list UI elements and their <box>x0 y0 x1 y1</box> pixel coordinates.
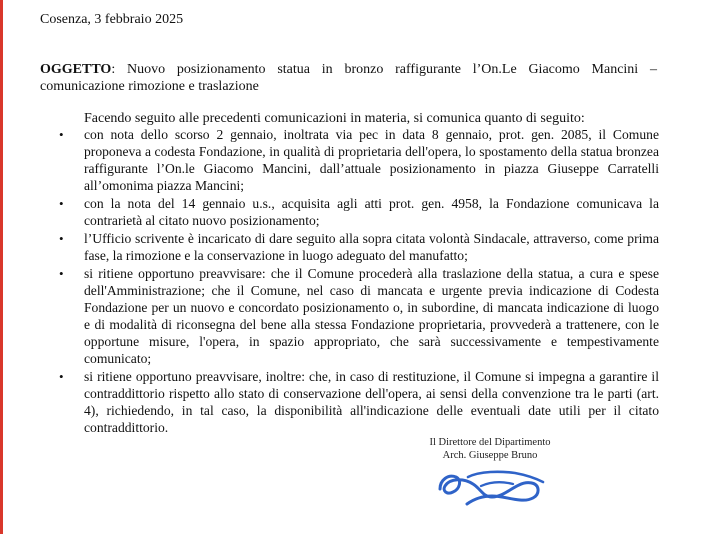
left-margin-rule <box>0 0 3 534</box>
subject-line-2: comunicazione rimozione e traslazione <box>40 79 259 94</box>
subject-line-1 <box>40 61 657 78</box>
signature-block <box>410 436 570 462</box>
bullet-text-1: con nota dello scorso 2 gennaio, inoltrata via pec in data 8 gennaio, prot. gen. 2085, il Comune proponeva a codesta Fondazione, in qualità di proprietaria dell'opera, lo spostamento della statua bronzea raffigurante l’On.le Giacomo Mancini, dall’attuale posizionamento in piazza Giuseppe Carratelli all’omonima piazza Mancini; <box>84 127 659 193</box>
bullet-icon: • <box>59 231 64 246</box>
signature-stroke <box>440 476 538 504</box>
bullet-item-4 <box>59 265 659 367</box>
subject-block <box>40 61 657 95</box>
bullet-text-2: con la nota del 14 gennaio u.s., acquisita agli atti prot. gen. 4958, la Fondazione comunicava la contrarietà al citato nuovo posizionamento; <box>84 196 659 228</box>
bullet-icon: • <box>59 266 64 281</box>
signature-stroke <box>481 482 513 486</box>
bullet-text-3: l’Ufficio scrivente è incaricato di dare seguito alla sopra citata volontà Sindacale, attraverso, come prima fase, la rimozione e la conservazione in luogo adeguato del manufatto; <box>84 231 659 263</box>
bullet-list <box>59 126 659 437</box>
signature-stroke <box>468 472 543 482</box>
bullet-item-5 <box>59 368 659 436</box>
bullet-text-5: si ritiene opportuno preavvisare, inoltre: che, in caso di restituzione, il Comune si impegna a garantire il contraddittorio rispetto allo stato di conservazione dell'opera, ai sensi della convenzione tra le parti (art. 4), richiedendo, in tal caso, la disponibilità all'indicazione delle eventuali date utili per il citato contraddittorio. <box>84 369 659 435</box>
signature-name: Arch. Giuseppe Bruno <box>442 450 538 461</box>
bullet-icon: • <box>59 127 64 142</box>
bullet-icon: • <box>59 369 64 384</box>
subject-label: OGGETTO <box>40 62 112 77</box>
handwritten-signature-icon <box>432 462 550 508</box>
bullet-icon: • <box>59 196 64 211</box>
bullet-text-4: si ritiene opportuno preavvisare: che il Comune procederà alla traslazione della statua, a cura e spese dell'Amministrazione; che il Comune, nel caso di mancata e urgente previa indicazione di Codesta Fondazione per un nuovo e concordato posizionamento o, in subordine, di mancata indicazione di luogo e di modalità di riconsegna del bene alla stessa Fondazione proprietaria, provvederà a trattenere, con le opportune misure, l'opera, in spazio appropriato, che sarà successivamente e tempestivamente comunicato; <box>84 266 659 366</box>
signature-role: Il Direttore del Dipartimento <box>429 437 551 448</box>
bullet-item-3 <box>59 230 659 264</box>
intro-paragraph: Facendo seguito alle precedenti comunicazioni in materia, si comunica quanto di seguito: <box>84 111 585 126</box>
bullet-item-2 <box>59 195 659 229</box>
subject-text-1: : Nuovo posizionamento statua in bronzo raffigurante l’On.Le Giacomo Mancini – <box>111 62 657 77</box>
letter-date: Cosenza, 3 febbraio 2025 <box>40 12 184 27</box>
bullet-item-1 <box>59 126 659 194</box>
